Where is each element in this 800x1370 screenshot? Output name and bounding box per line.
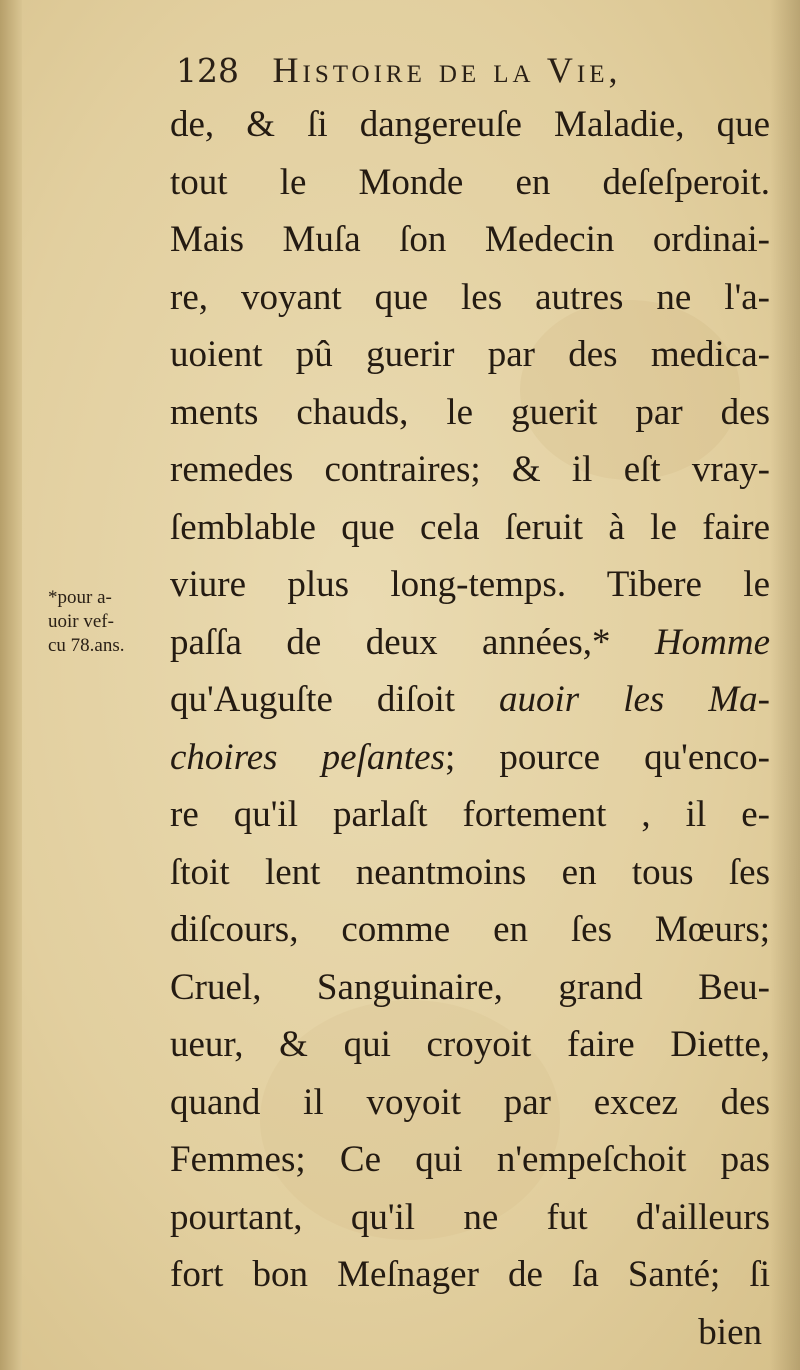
text-line: pourtant, qu'il ne fut d'ailleurs: [170, 1196, 770, 1238]
page-header: [176, 48, 786, 92]
text-line: quand il voyoit par excez des: [170, 1081, 770, 1123]
text-segment: paſſa de deux années,*: [170, 621, 611, 663]
running-title: Histoire de la Vie,: [272, 50, 622, 90]
text-line: ments chauds, le guerit par des: [170, 391, 770, 433]
text-line: [170, 614, 770, 672]
text-line: remedes contraires; & il eſt vray-: [170, 449, 770, 490]
text-segment: ; pource qu'enco-: [444, 736, 770, 778]
text-line: ſemblable que cela ſeruit à le faire: [170, 506, 770, 548]
margin-note: [48, 586, 160, 658]
text-line: re, voyant que les autres ne l'a-: [170, 276, 770, 318]
margin-note-line: uoir vef-: [48, 611, 114, 632]
italic-text-segment: Homme: [654, 621, 770, 663]
italic-text-segment: choires peſantes: [170, 736, 445, 778]
text-line: Mais Muſa ſon Medecin ordinai-: [170, 219, 770, 260]
catchword: bien: [698, 1311, 762, 1353]
text-line: re qu'il parlaſt fortement , il e-: [170, 794, 770, 835]
text-line: ſtoit lent neantmoins en tous ſes: [170, 851, 770, 893]
text-line: tout le Monde en deſeſperoit.: [170, 161, 770, 203]
margin-note-line: *pour a-: [48, 587, 112, 608]
text-line: fort bon Meſnager de ſa Santé; ſi: [170, 1254, 770, 1295]
text-line: [170, 671, 770, 729]
text-line: de, & ſi dangereuſe Maladie, que: [170, 104, 770, 145]
body-text: [170, 96, 770, 1361]
text-line: viure plus long-temps. Tibere le: [170, 564, 770, 605]
text-line: diſcours, comme en ſes Mœurs;: [170, 909, 770, 950]
text-line: Cruel, Sanguinaire, grand Beu-: [170, 966, 770, 1008]
text-line: Femmes; Ce qui n'empeſchoit pas: [170, 1139, 770, 1180]
text-line: [170, 729, 770, 787]
margin-note-line: cu 78.ans.: [48, 635, 125, 656]
text-segment: qu'Auguſte diſoit: [170, 679, 456, 720]
italic-text-segment: auoir les Ma-: [499, 679, 770, 720]
page-edge-shadow: [770, 0, 800, 1370]
text-line: ueur, & qui croyoit faire Diette,: [170, 1024, 770, 1065]
page-gutter: [0, 0, 22, 1370]
page-number: 128: [176, 51, 239, 90]
text-line: uoient pû guerir par des medica-: [170, 334, 770, 375]
